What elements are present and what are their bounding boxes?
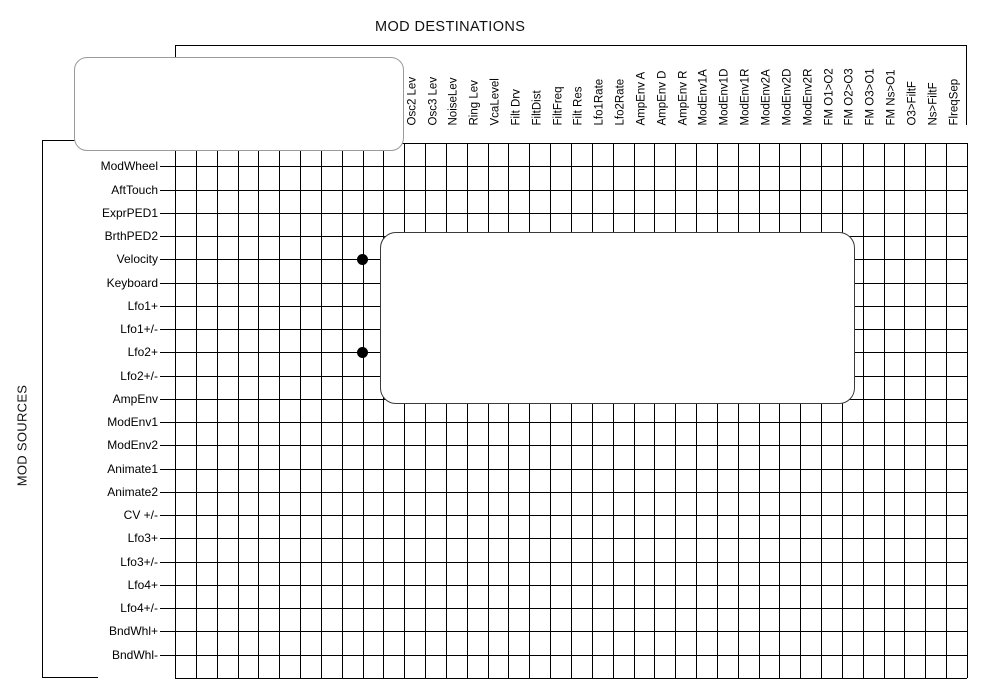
mod-sources-title: MOD SOURCES [14, 384, 30, 487]
source-label: BndWhl+ [108, 624, 158, 639]
grid-row-line [175, 213, 967, 214]
grid-column-line [925, 143, 926, 678]
source-label: Keyboard [106, 275, 158, 290]
source-tick [160, 631, 175, 632]
grid-row-line [175, 655, 967, 656]
destination-label-text: Ns>FiltF [927, 81, 940, 125]
grid-column-line [613, 143, 614, 678]
grid-column-line [238, 143, 239, 678]
grid-row-line [175, 515, 967, 516]
grid-column-line [508, 143, 509, 678]
grid-row-line [175, 190, 967, 191]
destination-label-text: FM Ns>O1 [885, 69, 898, 125]
grid-column-line [717, 143, 718, 678]
destination-label-text: Lfo2Rate [614, 78, 627, 125]
source-label: Lfo4+ [127, 577, 158, 592]
source-tick [160, 608, 175, 609]
grid-row-line [175, 469, 967, 470]
source-tick [160, 585, 175, 586]
destination-label-text: Filt Drv [510, 88, 523, 125]
destination-label-text: ModEnv2R [802, 68, 815, 125]
source-label: Velocity [116, 252, 158, 267]
destination-label-text: Lfo1Rate [593, 78, 606, 125]
grid-column-line [946, 143, 947, 678]
grid-column-line [425, 143, 426, 678]
grid-column-line [321, 143, 322, 678]
destination-label-text: AmpEnv D [656, 70, 669, 125]
destination-label-text: AmpEnv A [635, 71, 648, 125]
source-tick [160, 469, 175, 470]
grid-row-line [175, 422, 967, 423]
grid-column-line [467, 143, 468, 678]
grid-column-line [592, 143, 593, 678]
source-label: ModWheel [100, 159, 158, 174]
grid-column-line [634, 143, 635, 678]
source-tick [160, 538, 175, 539]
source-label: Lfo3+/- [120, 554, 158, 569]
grid-column-line [529, 143, 530, 678]
source-label: Lfo1+/- [120, 322, 158, 337]
grid-column-line [863, 143, 864, 678]
matrix-connection-dot[interactable] [357, 347, 368, 358]
destination-label-text: NoiseLev [447, 77, 460, 125]
grid-row-line [175, 608, 967, 609]
source-label: Lfo3+ [127, 531, 158, 546]
source-label: Animate1 [107, 461, 158, 476]
source-tick [160, 190, 175, 191]
source-label: CV +/- [123, 508, 158, 523]
destination-label-text: FlreqSep [948, 78, 961, 125]
grid-column-line [446, 143, 447, 678]
source-tick [160, 445, 175, 446]
mod-slot-detail-panel [380, 232, 855, 404]
grid-column-line [196, 143, 197, 678]
source-tick [160, 166, 175, 167]
source-tick [160, 213, 175, 214]
destination-label-text: ModEnv1R [739, 68, 752, 125]
destination-label-text: Osc3 Lev [427, 76, 440, 125]
grid-column-line [363, 143, 364, 678]
destination-label-text: ModEnv1A [697, 68, 710, 125]
source-label: ModEnv2 [107, 438, 158, 453]
destination-label-text: FM O3>O1 [864, 67, 877, 125]
grid-row-line [175, 445, 967, 446]
grid-column-line [279, 143, 280, 678]
source-tick [160, 655, 175, 656]
matrix-connection-dot[interactable] [357, 254, 368, 265]
source-label: ModEnv1 [107, 415, 158, 430]
source-tick [160, 283, 175, 284]
grid-column-line [884, 143, 885, 678]
mod-destinations-title: MOD DESTINATIONS [375, 19, 526, 35]
grid-column-line [175, 143, 176, 678]
grid-column-line [738, 143, 739, 678]
source-tick [160, 236, 175, 237]
destination-label-text: O3>FiltF [906, 80, 919, 125]
destination-label-text: VcaLevel [489, 77, 502, 125]
source-label: Animate2 [107, 484, 158, 499]
source-tick [160, 492, 175, 493]
grid-column-line [675, 143, 676, 678]
destination-label-text: FM O1>O2 [823, 67, 836, 125]
grid-column-line [258, 143, 259, 678]
source-label: AftTouch [111, 182, 158, 197]
destination-label-text: Osc2 Lev [406, 76, 419, 125]
source-label: Lfo2+/- [120, 368, 158, 383]
grid-row-line [175, 585, 967, 586]
destination-label-text: FiltDist [531, 89, 544, 125]
grid-column-line [342, 143, 343, 678]
modulation-matrix-grid[interactable] [175, 143, 967, 678]
source-tick [160, 515, 175, 516]
destination-label-text: ModEnv2D [781, 68, 794, 125]
grid-row-line [175, 631, 967, 632]
grid-column-line [821, 143, 822, 678]
source-label: AmpEnv [112, 391, 158, 406]
source-tick [160, 422, 175, 423]
grid-row-line [175, 492, 967, 493]
grid-column-line [571, 143, 572, 678]
source-tick [160, 562, 175, 563]
grid-column-line [404, 143, 405, 678]
sources-bracket [42, 140, 98, 678]
destination-label-text: AmpEnv R [677, 70, 690, 125]
grid-column-line [759, 143, 760, 678]
destination-label-text: ModEnv1D [718, 68, 731, 125]
destination-label-text: Ring Lev [468, 79, 481, 125]
source-tick [160, 376, 175, 377]
destination-label-text: Filt Res [572, 86, 585, 125]
destination-label-text: ModEnv2A [760, 68, 773, 125]
grid-column-line [779, 143, 780, 678]
grid-column-line [800, 143, 801, 678]
source-label: BrthPED2 [104, 229, 158, 244]
grid-column-line [488, 143, 489, 678]
source-tick [160, 399, 175, 400]
source-label: Lfo1+ [127, 298, 158, 313]
grid-row-line [175, 166, 967, 167]
source-label: Lfo4+/- [120, 601, 158, 616]
grid-column-line [550, 143, 551, 678]
slot-card-front [74, 57, 404, 151]
grid-row-line [175, 678, 967, 679]
source-label: Lfo2+ [127, 345, 158, 360]
destination-label-text: FM O2>O3 [843, 67, 856, 125]
destination-label-text: FiltFreq [552, 86, 565, 125]
source-tick [160, 352, 175, 353]
source-label: ExprPED1 [101, 205, 158, 220]
grid-row-line [175, 538, 967, 539]
grid-row-line [175, 562, 967, 563]
source-tick [160, 259, 175, 260]
source-label: BndWhl- [111, 647, 158, 662]
source-tick [160, 306, 175, 307]
grid-column-line [696, 143, 697, 678]
source-tick [160, 329, 175, 330]
grid-column-line [967, 143, 968, 678]
grid-column-line [904, 143, 905, 678]
grid-column-line [300, 143, 301, 678]
grid-column-line [383, 143, 384, 678]
grid-column-line [217, 143, 218, 678]
grid-column-line [842, 143, 843, 678]
grid-column-line [654, 143, 655, 678]
